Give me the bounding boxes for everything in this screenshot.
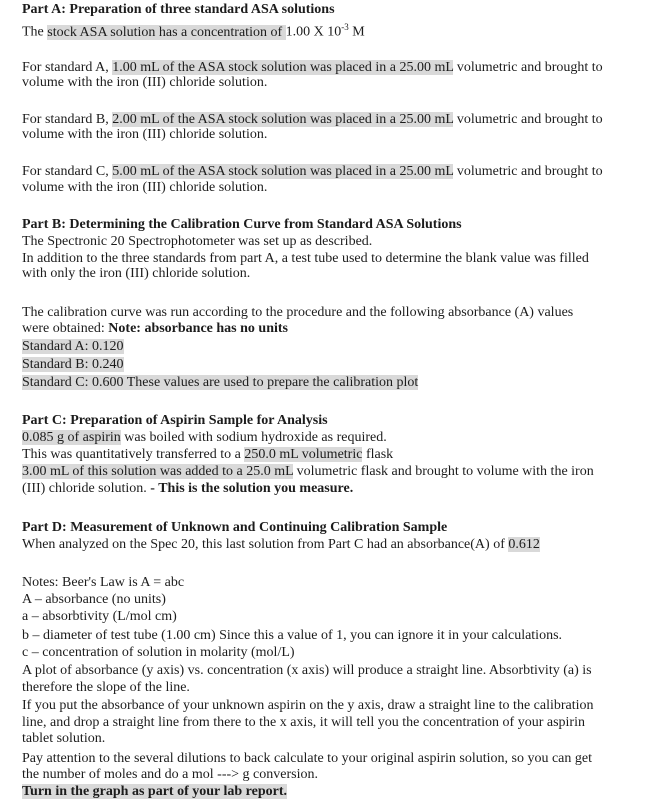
part-d-heading: Part D: Measurement of Unknown and Continuing Calibration Sample xyxy=(22,520,448,535)
part-c-line1: 0.085 g of aspirin was boiled with sodium hydroxide as required. xyxy=(22,430,387,445)
absorbance-standard-b: Standard B: 0.240 xyxy=(22,357,124,372)
part-b-line3: with only the iron (III) chloride solution. xyxy=(22,266,251,281)
stock-concentration: The stock ASA solution has a concentration of 1.00 X $10^{-3}$ M xyxy=(22,22,365,40)
final-instruction: Turn in the graph as part of your lab report. xyxy=(22,784,287,799)
standard-c-line2: volume with the iron (III) chloride solution. xyxy=(22,180,268,195)
standard-b-line2: volume with the iron (III) chloride solution. xyxy=(22,127,268,142)
part-b-line5: were obtained: Note: absorbance has no units xyxy=(22,321,288,336)
notes-line6: A plot of absorbance (y axis) vs. concentration (x axis) will produce a straight line. Absorbtivity (a) is xyxy=(22,663,592,678)
notes-line8: If you put the absorbance of your unknown aspirin on the y axis, draw a straight line to the calibration xyxy=(22,698,594,713)
part-c-line4: (III) chloride solution. - This is the solution you measure. xyxy=(22,481,354,496)
absorbance-standard-c: Standard C: 0.600 These values are used to prepare the calibration plot xyxy=(22,375,419,390)
notes-line9: line, and drop a straight line from there to the x axis, it will tell you the concentration of your aspirin xyxy=(22,715,585,730)
part-b-heading: Part B: Determining the Calibration Curve from Standard ASA Solutions xyxy=(22,217,462,232)
notes-line3: a – absorbtivity (L/mol cm) xyxy=(22,609,177,624)
part-c-line3: 3.00 mL of this solution was added to a 25.0 mL volumetric flask and brought to volume with the iron xyxy=(22,464,594,479)
part-c-line2: This was quantitatively transferred to a 250.0 mL volumetric flask xyxy=(22,447,394,462)
part-a-heading: Part A: Preparation of three standard ASA solutions xyxy=(22,2,335,17)
notes-line2: A – absorbance (no units) xyxy=(22,592,166,607)
notes-line11: Pay attention to the several dilutions to back calculate to your original aspirin solution, so you can get xyxy=(22,751,592,766)
standard-a-line1: For standard A, 1.00 mL of the ASA stock solution was placed in a 25.00 mL volumetric and brought to xyxy=(22,60,603,75)
part-b-line1: The Spectronic 20 Spectrophotometer was set up as described. xyxy=(22,234,373,249)
notes-line12: the number of moles and do a mol ---> g conversion. xyxy=(22,767,318,782)
absorbance-standard-a: Standard A: 0.120 xyxy=(22,339,124,354)
standard-c-line1: For standard C, 5.00 mL of the ASA stock solution was placed in a 25.00 mL volumetric and brought to xyxy=(22,164,603,179)
notes-line1: Notes: Beer's Law is A = abc xyxy=(22,575,185,590)
part-b-line4: The calibration curve was run according to the procedure and the following absorbance (A) values xyxy=(22,305,574,320)
notes-line4: b – diameter of test tube (1.00 cm) Since this a value of 1, you can ignore it in your calculations. xyxy=(22,628,563,643)
standard-a-line2: volume with the iron (III) chloride solution. xyxy=(22,75,268,90)
part-d-line1: When analyzed on the Spec 20, this last solution from Part C had an absorbance(A) of 0.612 xyxy=(22,537,540,552)
part-b-line2: In addition to the three standards from part A, a test tube used to determine the blank value was filled xyxy=(22,251,589,266)
notes-line5: c – concentration of solution in molarity (mol/L) xyxy=(22,645,295,660)
notes-line10: tablet solution. xyxy=(22,731,106,746)
standard-b-line1: For standard B, 2.00 mL of the ASA stock solution was placed in a 25.00 mL volumetric and brought to xyxy=(22,112,603,127)
part-c-heading: Part C: Preparation of Aspirin Sample for Analysis xyxy=(22,413,328,428)
notes-line7: therefore the slope of the line. xyxy=(22,680,190,695)
